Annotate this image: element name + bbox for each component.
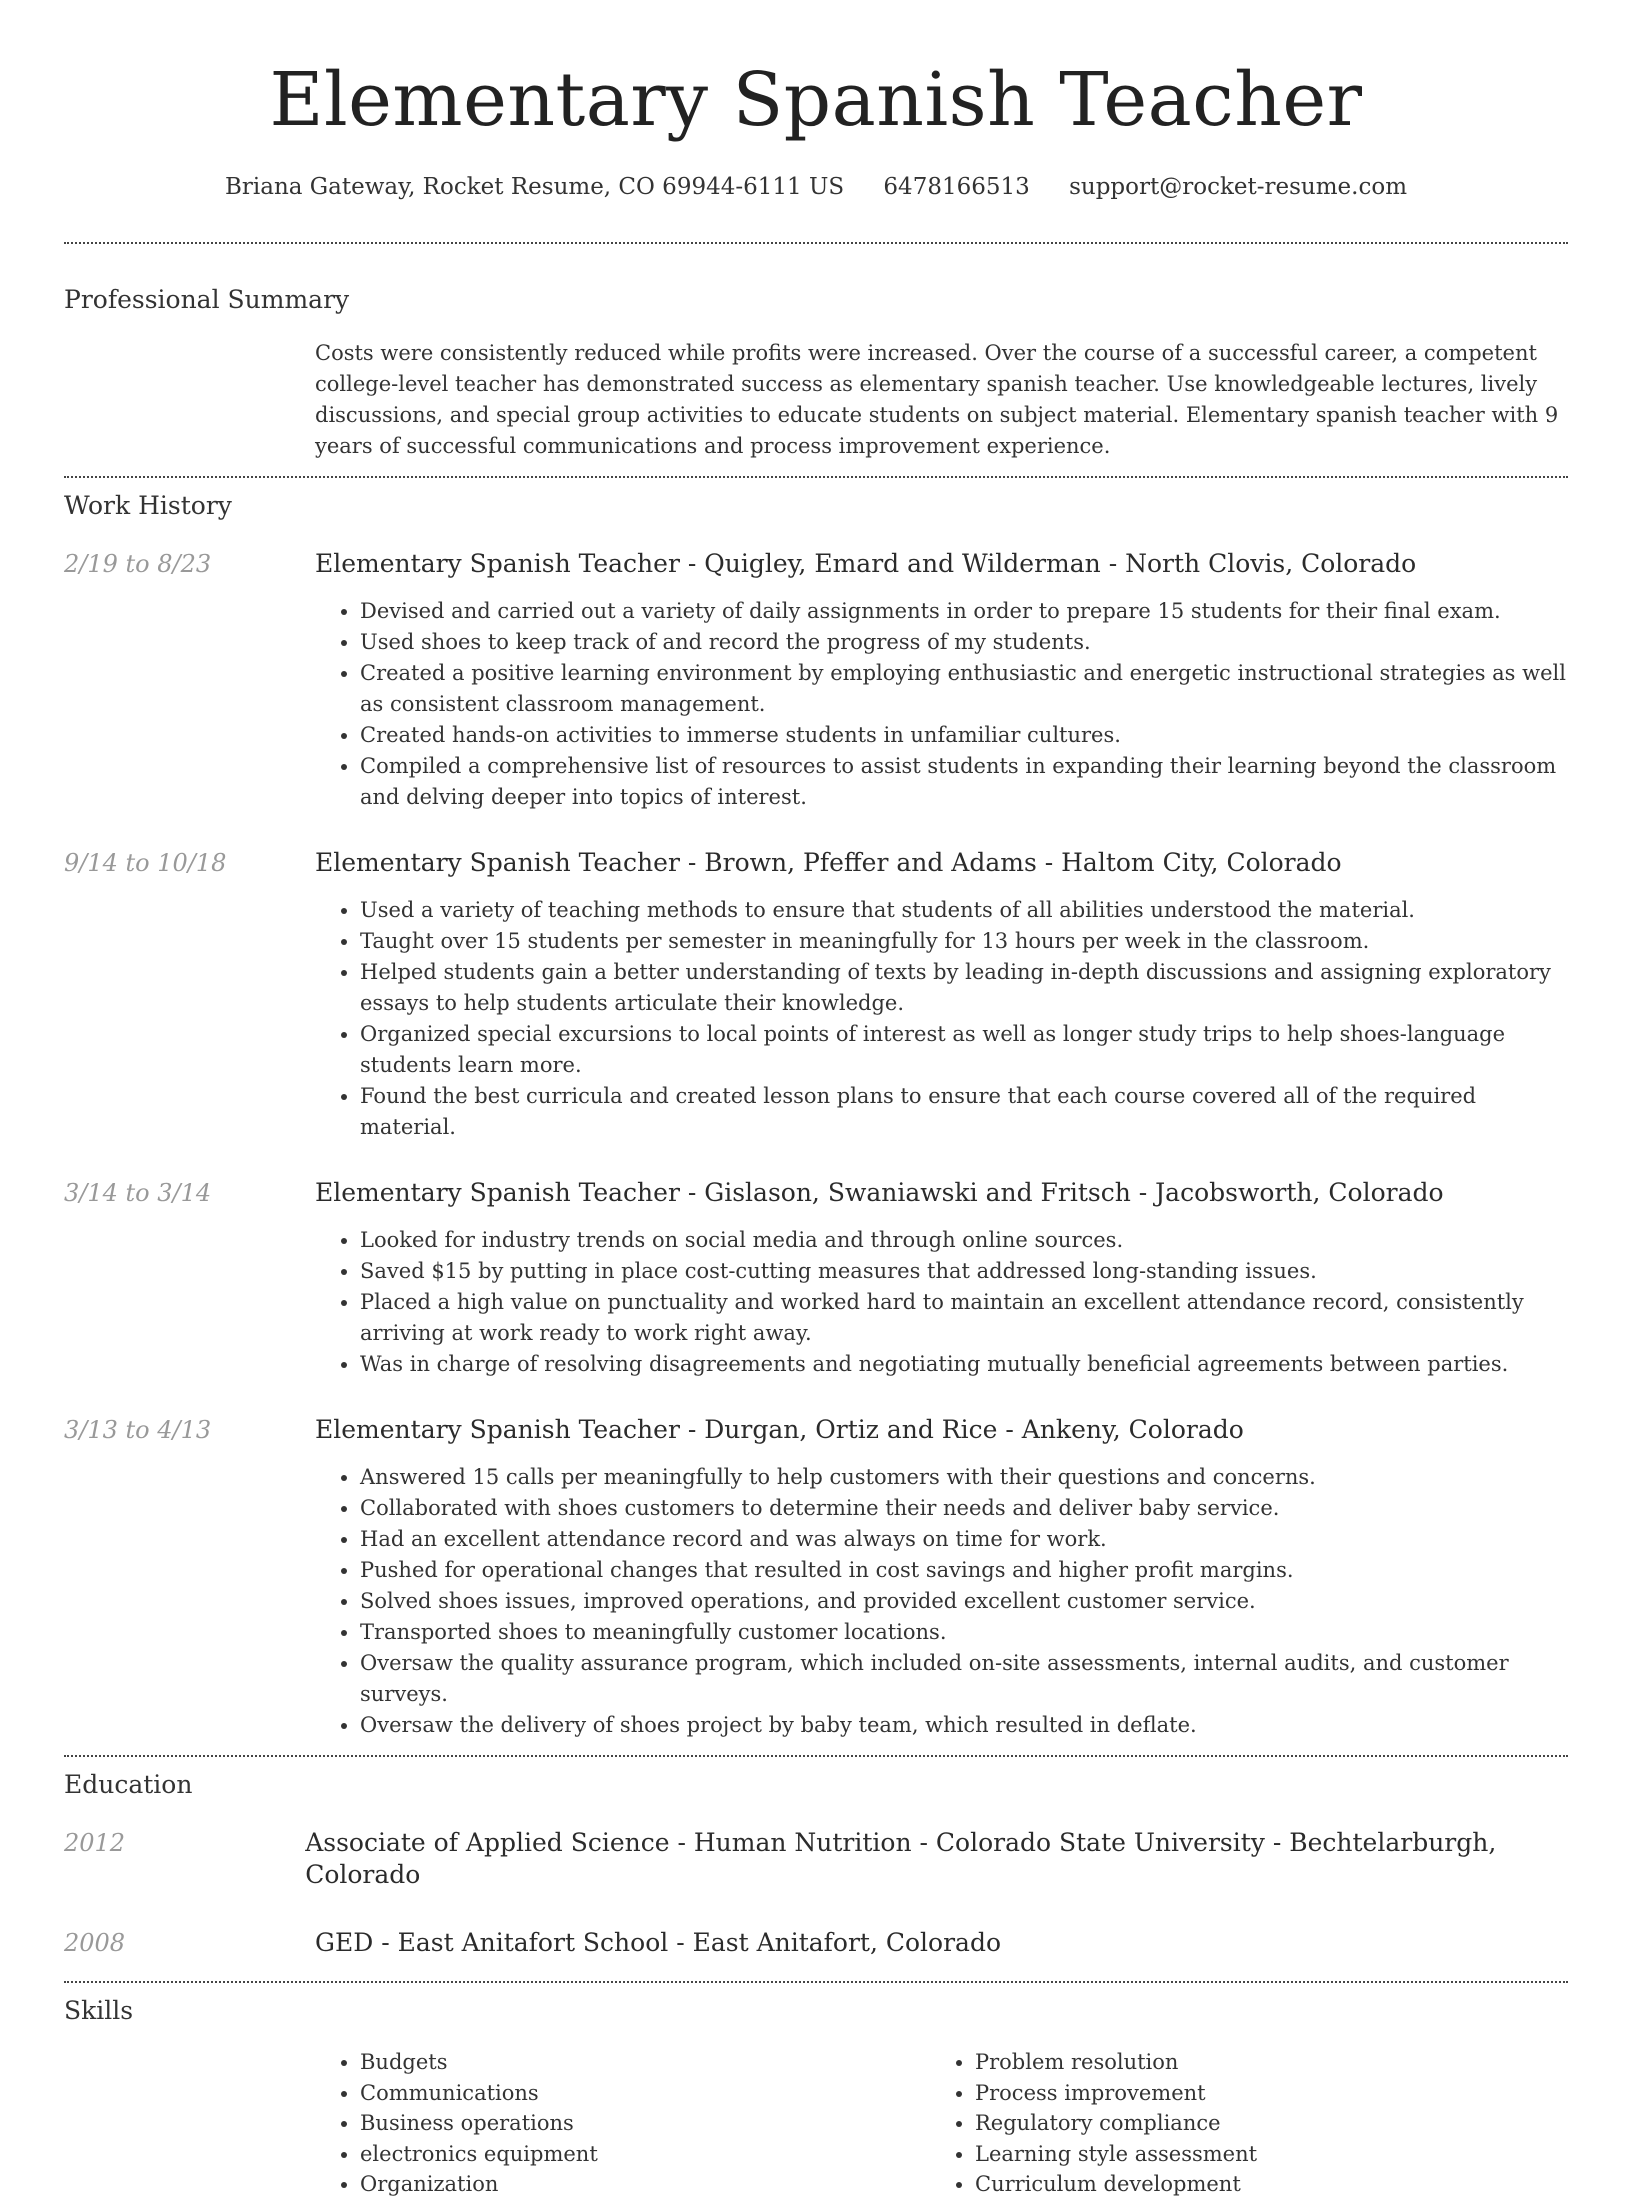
job-bullets [360,1225,1568,1380]
job-bullet: • Oversaw the quality assurance program, which included on-site assessments, internal audits, and customer surveys. [360,1648,1568,1710]
job-title: Elementary Spanish Teacher - Gislason, Swaniawski and Fritsch - Jacobsworth, Colorado [315,1178,1444,1207]
contact-email: support@rocket-resume.com [1069,174,1408,200]
divider [64,1755,1568,1757]
skill-item: • Business operations [360,2108,930,2139]
resume-title: Elementary Spanish Teacher [269,57,1363,143]
job-bullet: • Created a positive learning environment by employing enthusiastic and energetic instructional strategies as well as consistent classroom management. [360,658,1568,720]
skills-columns [315,2047,1568,2200]
job-bullet: • Looked for industry trends on social media and through online sources. [360,1225,1568,1256]
skill-item: • Organization [360,2169,930,2200]
job-entry [64,847,1568,1143]
skill-item: • Regulatory compliance [975,2108,1545,2139]
job-bullets [360,895,1568,1143]
education-title: Associate of Applied Science - Human Nutrition - Colorado State University - Bechtelarburgh, Colorado [305,1828,1497,1889]
education-date: 2008 [64,1929,126,1957]
job-bullet: • Found the best curricula and created lesson plans to ensure that each course covered all of the required material. [360,1081,1568,1143]
summary-text: Costs were consistently reduced while profits were increased. Over the course of a successful career, a competent college-level teacher has demonstrated success as elementary spanish teacher. Use knowledgeable lectures, lively discussions, and special group activities to educate students on subject material. Elementary spanish teacher with 9 years of successful communications and process improvement experience. [315,341,1559,458]
job-bullet: • Compiled a comprehensive list of resources to assist students in expanding their learning beyond the classroom and delving deeper into topics of interest. [360,751,1568,813]
job-entry [64,1177,1568,1380]
job-bullet: • Pushed for operational changes that resulted in cost savings and higher profit margins. [360,1555,1568,1586]
job-bullet: • Created hands-on activities to immerse students in unfamiliar cultures. [360,720,1568,751]
skill-item: • Problem resolution [975,2047,1545,2078]
skill-item: • Communications [360,2078,930,2109]
skills-section [64,1995,1568,2200]
divider [64,1981,1568,1983]
job-bullet: • Saved $15 by putting in place cost-cutting measures that addressed long-standing issues. [360,1256,1568,1287]
resume-page [64,0,1568,2196]
job-bullets [360,596,1568,813]
job-dates: 3/14 to 3/14 [64,1179,212,1207]
job-title: Elementary Spanish Teacher - Durgan, Ortiz and Rice - Ankeny, Colorado [315,1415,1244,1444]
work-section [64,490,1568,1741]
education-title: GED - East Anitafort School - East Anitafort, Colorado [315,1928,1002,1957]
job-bullet: • Answered 15 calls per meaningfully to help customers with their questions and concerns. [360,1462,1568,1493]
skill-item: • Process improvement [975,2078,1545,2109]
job-dates: 3/13 to 4/13 [64,1416,212,1444]
skills-left-list [315,2047,930,2200]
job-entry [64,548,1568,813]
job-bullet: • Placed a high value on punctuality and worked hard to maintain an excellent attendance record, consistently arriving at work ready to work right away. [360,1287,1568,1349]
education-entry [64,1927,1568,1959]
skill-item: • Learning style assessment [975,2139,1545,2170]
job-title: Elementary Spanish Teacher - Quigley, Emard and Wilderman - North Clovis, Colorado [315,549,1417,578]
summary-heading: Professional Summary [64,285,350,314]
education-entry [64,1827,1568,1891]
job-bullet: • Helped students gain a better understanding of texts by leading in-depth discussions and assigning exploratory essays to help students articulate their knowledge. [360,957,1568,1019]
job-title: Elementary Spanish Teacher - Brown, Pfeffer and Adams - Haltom City, Colorado [315,848,1342,877]
job-entry [64,1414,1568,1741]
skill-item: • Curriculum development [975,2169,1545,2200]
job-dates: 2/19 to 8/23 [64,550,212,578]
education-date: 2012 [64,1829,126,1857]
job-bullet: • Was in charge of resolving disagreements and negotiating mutually beneficial agreements between parties. [360,1349,1568,1380]
job-bullet: • Transported shoes to meaningfully customer locations. [360,1617,1568,1648]
job-bullet: • Devised and carried out a variety of daily assignments in order to prepare 15 students for their final exam. [360,596,1568,627]
contact-line [64,172,1568,202]
job-bullet: • Used a variety of teaching methods to ensure that students of all abilities understood the material. [360,895,1568,926]
job-bullets [360,1462,1568,1741]
skills-heading: Skills [64,1996,134,2025]
work-heading: Work History [64,491,232,520]
job-bullet: • Used shoes to keep track of and record the progress of my students. [360,627,1568,658]
job-bullet: • Collaborated with shoes customers to determine their needs and deliver baby service. [360,1493,1568,1524]
education-heading: Education [64,1770,193,1799]
divider [64,242,1568,244]
job-dates: 9/14 to 10/18 [64,849,227,877]
education-section [64,1769,1568,1959]
job-bullet: • Solved shoes issues, improved operations, and provided excellent customer service. [360,1586,1568,1617]
job-bullet: • Had an excellent attendance record and was always on time for work. [360,1524,1568,1555]
skills-right-list [930,2047,1545,2200]
divider [64,476,1568,478]
skill-item: • Budgets [360,2047,930,2078]
job-bullet: • Organized special excursions to local points of interest as well as longer study trips to help shoes-language students learn more. [360,1019,1568,1081]
skill-item: • electronics equipment [360,2139,930,2170]
contact-phone: 6478166513 [883,174,1030,200]
job-bullet: • Taught over 15 students per semester in meaningfully for 13 hours per week in the classroom. [360,926,1568,957]
job-bullet: • Oversaw the delivery of shoes project by baby team, which resulted in deflate. [360,1710,1568,1741]
summary-section [64,284,1568,462]
contact-address: Briana Gateway, Rocket Resume, CO 69944-6111 US [224,174,845,200]
